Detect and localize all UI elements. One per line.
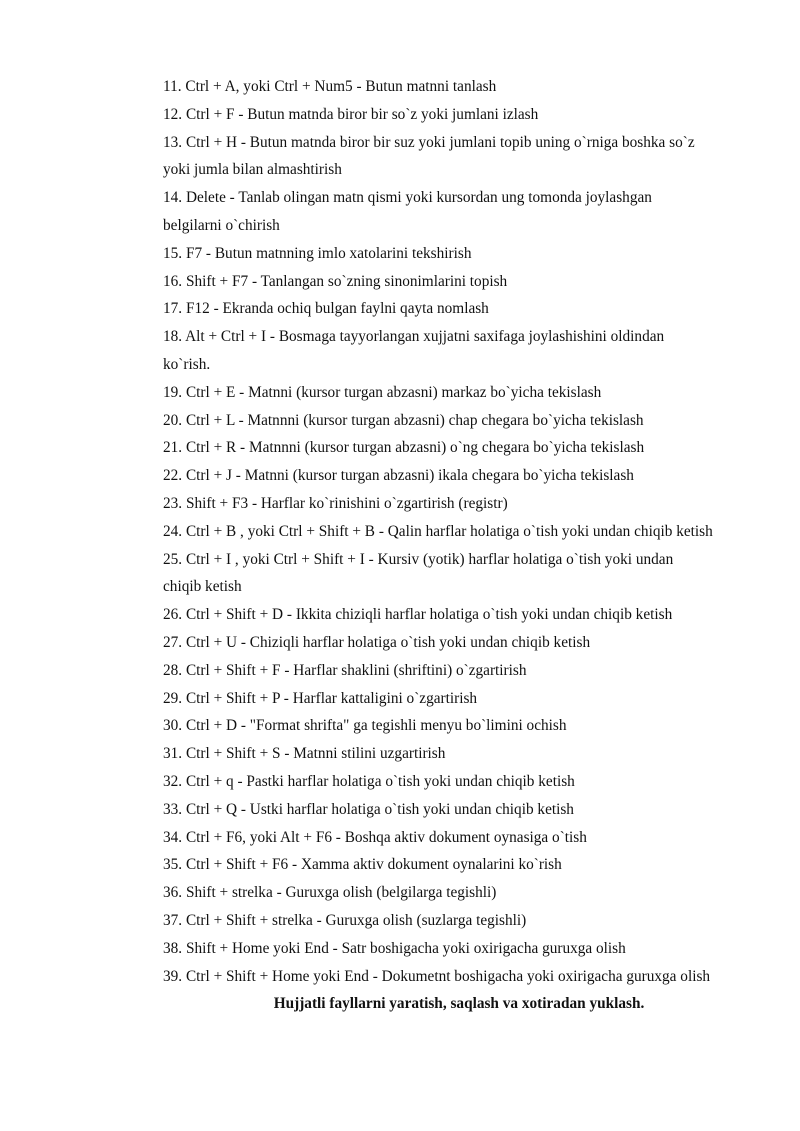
shortcut-item: 29. Ctrl + Shift + P - Harflar kattaligini o`zgartirish bbox=[163, 689, 478, 707]
shortcut-item: 38. Shift + Home yoki End - Satr boshigacha yoki oxirigacha guruxga olish bbox=[163, 939, 626, 957]
shortcut-item: 32. Ctrl + q - Pastki harflar holatiga o`tish yoki undan chiqib ketish bbox=[163, 772, 575, 790]
shortcut-item: 21. Ctrl + R - Matnnni (kursor turgan abzasni) o`ng chegara bo`yicha tekislash bbox=[163, 439, 645, 457]
shortcut-item: 36. Shift + strelka - Guruxga olish (belgilarga tegishli) bbox=[163, 884, 497, 902]
shortcut-item: 33. Ctrl + Q - Ustki harflar holatiga o`tish yoki undan chiqib ketish bbox=[163, 800, 574, 818]
shortcut-item: 26. Ctrl + Shift + D - Ikkita chiziqli harflar holatiga o`tish yoki undan chiqib ketish bbox=[163, 606, 673, 624]
shortcut-item: 28. Ctrl + Shift + F - Harflar shaklini (shriftini) o`zgartirish bbox=[163, 661, 527, 679]
shortcut-item: 11. Ctrl + A, yoki Ctrl + Num5 - Butun matnni tanlash bbox=[163, 78, 497, 95]
shortcut-item-continuation: belgilarni o`chirish bbox=[163, 216, 280, 234]
shortcut-item: 34. Ctrl + F6, yoki Alt + F6 - Boshqa aktiv dokument oynasiga o`tish bbox=[163, 828, 587, 846]
shortcut-item: 15. F7 - Butun matnning imlo xatolarini tekshirish bbox=[163, 244, 472, 262]
shortcut-item: 20. Ctrl + L - Matnnni (kursor turgan abzasni) chap chegara bo`yicha tekislash bbox=[163, 411, 644, 429]
shortcut-item: 37. Ctrl + Shift + strelka - Guruxga olish (suzlarga tegishli) bbox=[163, 911, 527, 929]
section-heading: Hujjatli fayllarni yaratish, saqlash va xotiradan yuklash. bbox=[273, 995, 645, 1013]
shortcut-item: 25. Ctrl + I , yoki Ctrl + Shift + I - Kursiv (yotik) harflar holatiga o`tish yoki undan bbox=[163, 550, 674, 568]
shortcut-item: 39. Ctrl + Shift + Home yoki End - Dokumetnt boshigacha yoki oxirigacha guruxga olish bbox=[163, 967, 711, 985]
shortcut-item: 18. Alt + Ctrl + I - Bosmaga tayyorlangan xujjatni saxifaga joylashishini oldindan bbox=[163, 328, 665, 346]
shortcut-item-continuation: ko`rish. bbox=[163, 355, 211, 373]
shortcut-item: 17. F12 - Ekranda ochiq bulgan faylni qayta nomlash bbox=[163, 300, 489, 318]
shortcut-item: 14. Delete - Tanlab olingan matn qismi yoki kursordan ung tomonda joylashgan bbox=[163, 189, 652, 207]
shortcut-item: 16. Shift + F7 - Tanlangan so`zning sinonimlarini topish bbox=[163, 272, 508, 290]
shortcut-item-continuation: yoki jumla bilan almashtirish bbox=[163, 161, 342, 179]
shortcut-item: 31. Ctrl + Shift + S - Matnni stilini uzgartirish bbox=[163, 745, 446, 763]
shortcut-list bbox=[163, 73, 753, 1018]
shortcut-items bbox=[163, 73, 753, 990]
shortcut-item: 12. Ctrl + F - Butun matnda biror bir so`z yoki jumlani izlash bbox=[163, 105, 539, 123]
shortcut-item: 24. Ctrl + B , yoki Ctrl + Shift + B - Qalin harflar holatiga o`tish yoki undan chiqib ketish bbox=[163, 522, 713, 540]
shortcut-item: 22. Ctrl + J - Matnni (kursor turgan abzasni) ikala chegara bo`yicha tekislash bbox=[163, 467, 634, 485]
shortcut-item: 27. Ctrl + U - Chiziqli harflar holatiga o`tish yoki undan chiqib ketish bbox=[163, 633, 591, 651]
shortcut-item: 30. Ctrl + D - "Format shrifta" ga tegishli menyu bo`limini ochish bbox=[163, 717, 567, 735]
shortcut-item: 19. Ctrl + E - Matnni (kursor turgan abzasni) markaz bo`yicha tekislash bbox=[163, 383, 602, 401]
shortcut-item: 13. Ctrl + H - Butun matnda biror bir suz yoki jumlani topib uning o`rniga boshka so`z bbox=[163, 133, 695, 151]
shortcut-item: 23. Shift + F3 - Harflar ko`rinishini o`zgartirish (registr) bbox=[163, 494, 508, 512]
shortcut-item-continuation: chiqib ketish bbox=[163, 578, 242, 596]
shortcut-item: 35. Ctrl + Shift + F6 - Xamma aktiv dokument oynalarini ko`rish bbox=[163, 856, 562, 874]
